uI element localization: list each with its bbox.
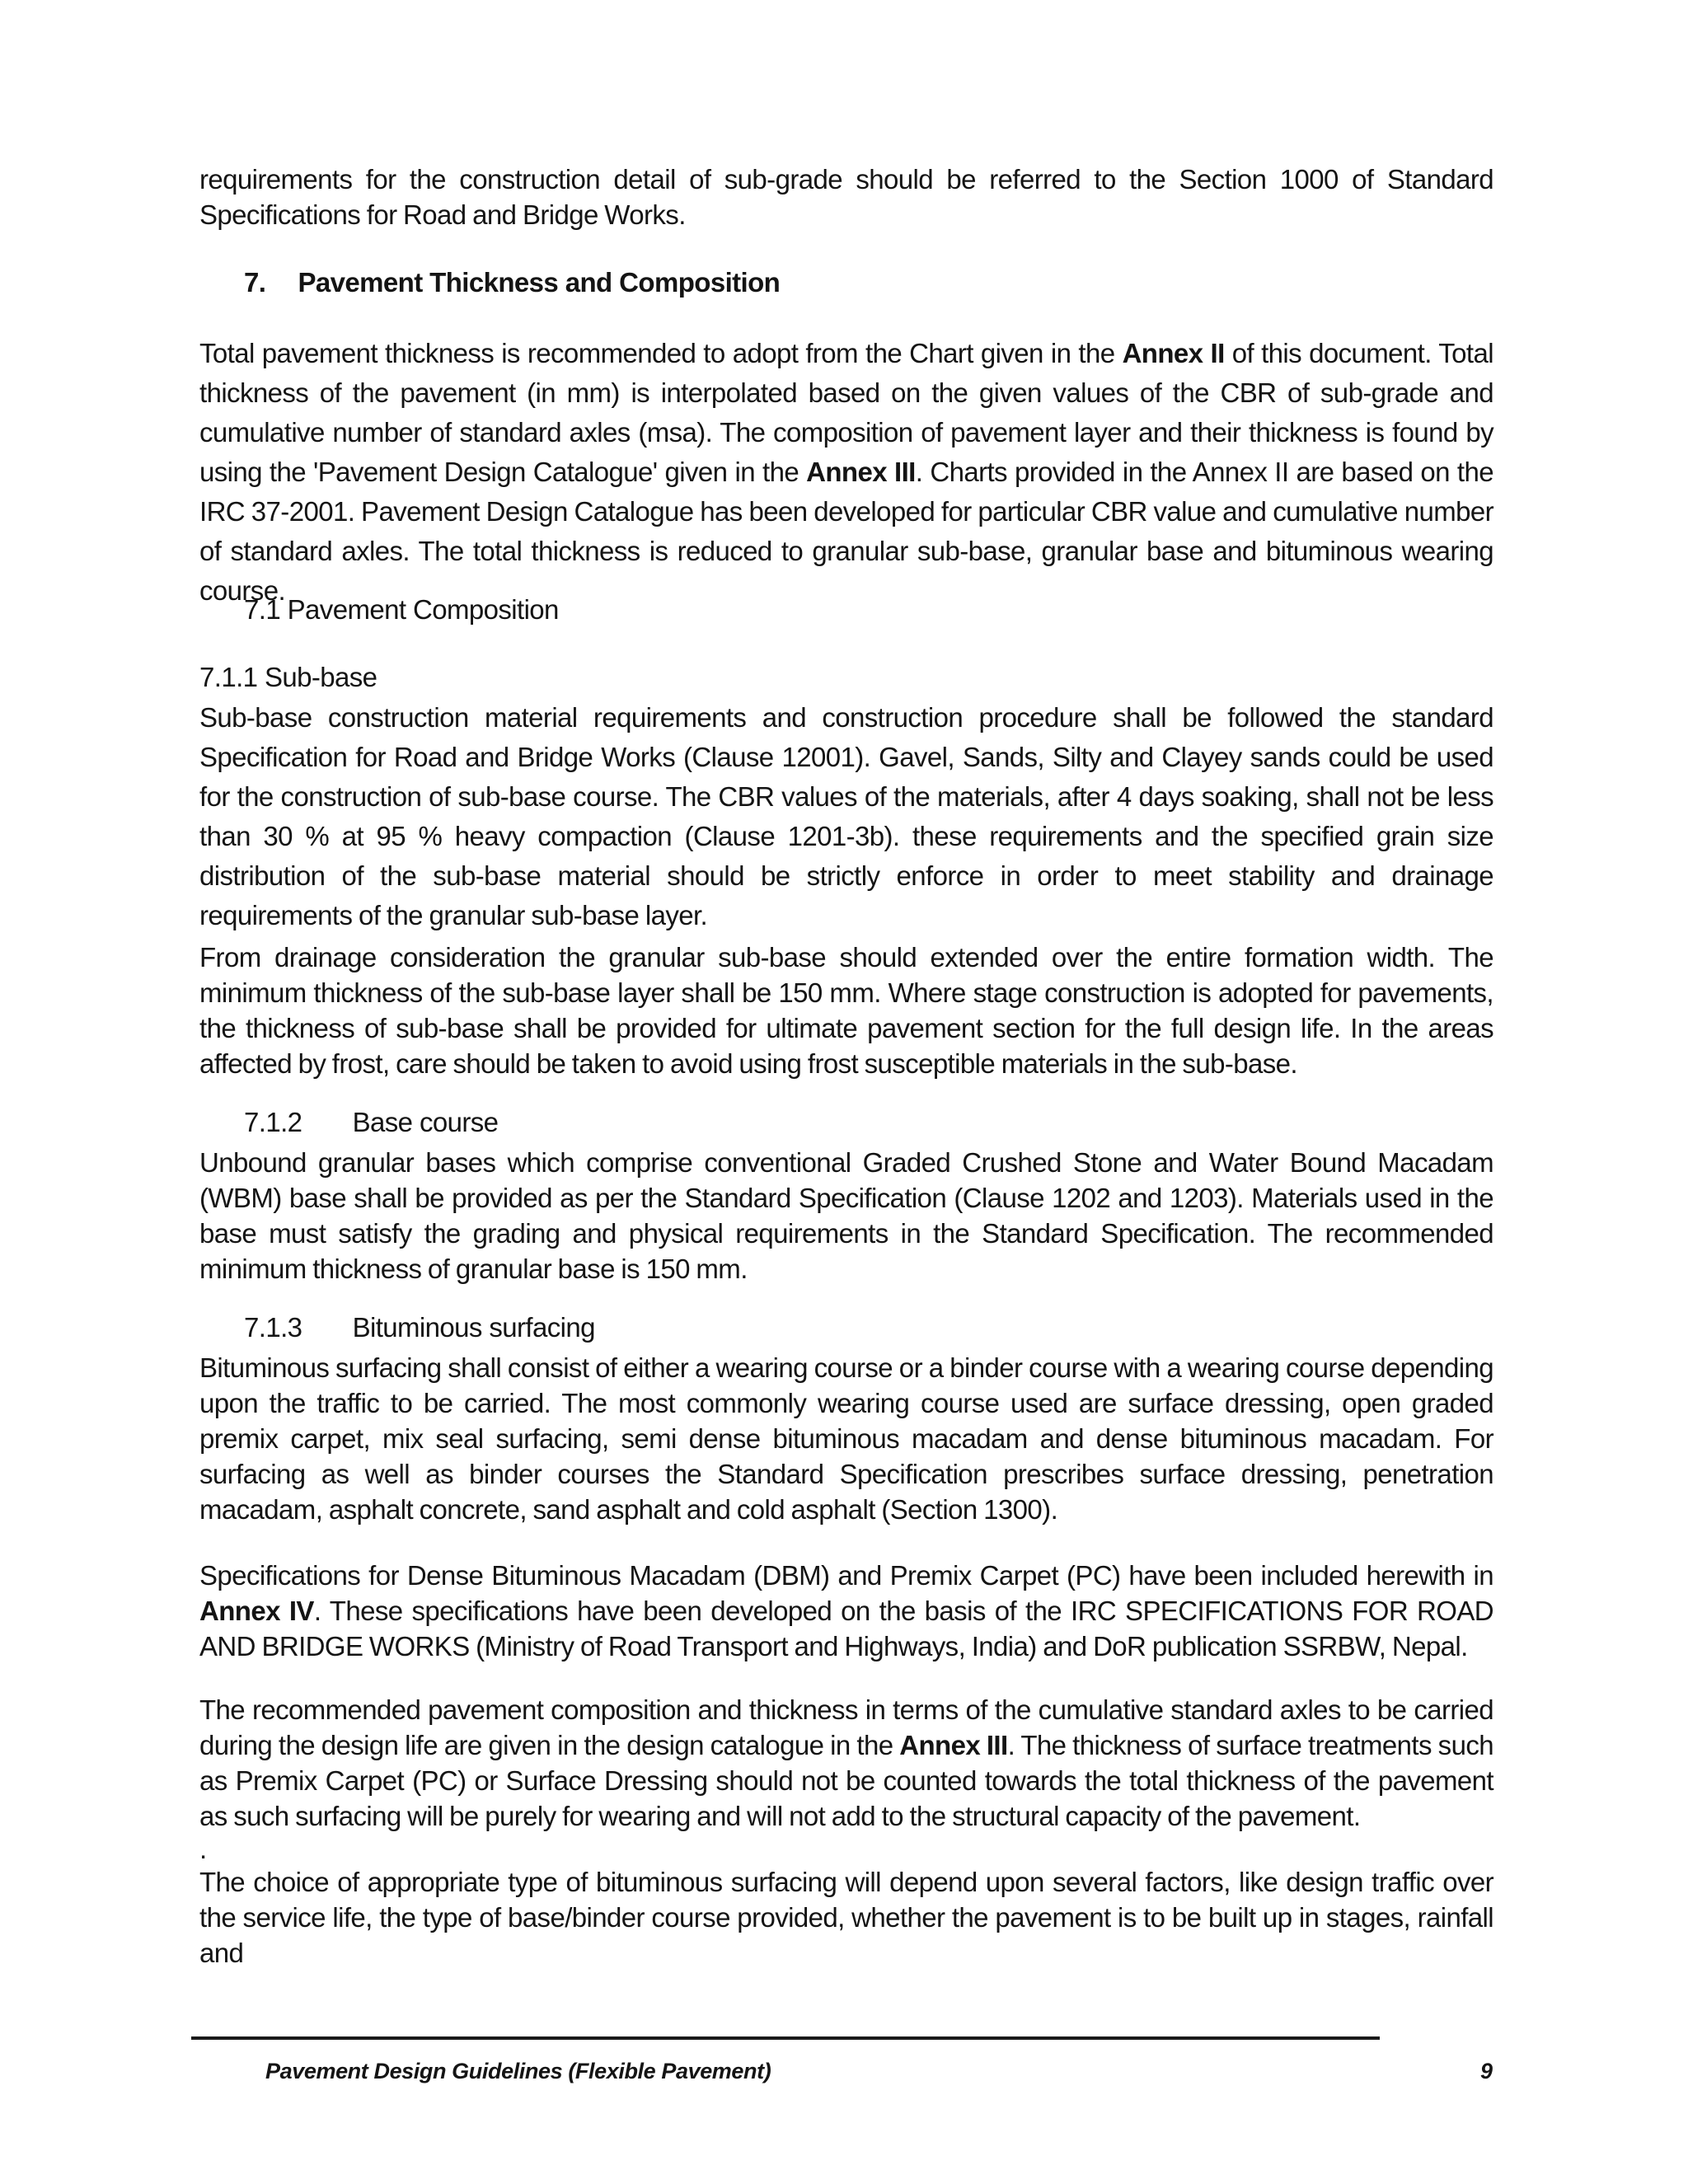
- text-run: of this document. Total thickness of the pavement (in mm) is interpolated based on the given values of the CBR of sub-grade and cumulative number of standard axles (msa). The composition of pavement layer and their thickness is found by using the 'Pavement Design Catalogue' given in the: [199, 338, 1493, 487]
- paragraph-choice-of-surfacing: The choice of appropriate type of bituminous surfacing will depend upon several factors, like design traffic over the service life, the type of base/binder course provided, whether the pavement is to be built up in stages, rainfall and: [199, 1867, 1493, 1968]
- text-run: . These specifications have been developed on the basis of the IRC SPECIFICATIONS FOR ROAD AND BRIDGE WORKS (Ministry of Road Transport and Highways, India) and DoR publication SSRBW, Nepal.: [199, 1596, 1493, 1661]
- annex-iii-reference: Annex III: [899, 1730, 1008, 1760]
- section-7-1-3-title: Bituminous surfacing: [352, 1312, 595, 1343]
- paragraph-base-course: Unbound granular bases which comprise conventional Graded Crushed Stone and Water Bound Macadam (WBM) base shall be provided as per the Standard Specification (Clause 1202 and 1203). Materials used in the base must satisfy the grading and physical requirements in the Standard Specification. The recommended minimum thickness of granular base is 150 mm.: [199, 1147, 1493, 1284]
- section-7-1-2-heading: [244, 1104, 498, 1140]
- paragraph-subgrade-requirements: requirements for the construction detail of sub-grade should be referred to the Section 1000 of Standard Specifications for Road and Bridge Works.: [199, 164, 1493, 230]
- paragraph-subbase-material: Sub-base construction material requirements and construction procedure shall be followed the standard Specification for Road and Bridge Works (Clause 12001). Gavel, Sands, Silty and Clayey sands could be used for the construction of sub-base course. The CBR values of the materials, after 4 days soaking, shall not be less than 30 % at 95 % heavy compaction (Clause 1201-3b). these requirements and the specified grain size distribution of the sub-base material should be strictly enforce in order to meet stability and drainage requirements of the granular sub-base layer.: [199, 702, 1493, 930]
- text-run: Specifications for Dense Bituminous Macadam (DBM) and Premix Carpet (PC) have been included herewith in: [199, 1560, 1493, 1591]
- annex-iii-reference: Annex III: [806, 457, 916, 487]
- section-7-1-1-heading: 7.1.1 Sub-base: [199, 662, 377, 692]
- stray-dot: .: [199, 1834, 207, 1864]
- text-run: . The thickness of surface treatments such as Premix Carpet (PC) or Surface Dressing should not be counted towards the total thickness of the pavement as such surfacing will be purely for wearing and will not add to the structural capacity of the pavement.: [199, 1730, 1493, 1831]
- footer-document-title: Pavement Design Guidelines (Flexible Pavement): [265, 2059, 771, 2083]
- text-run: The recommended pavement composition and thickness in terms of the cumulative standard axles to be carried during the design life are given in the design catalogue in the: [199, 1694, 1493, 1760]
- section-7-title: Pavement Thickness and Composition: [298, 267, 781, 298]
- section-7-1-2-title: Base course: [352, 1107, 499, 1137]
- paragraph-recommended-composition: [199, 1692, 1493, 1834]
- paragraph-total-thickness: [199, 334, 1493, 611]
- paragraph-specifications: [199, 1558, 1493, 1664]
- section-7-number: 7.: [244, 267, 266, 298]
- section-7-heading: [244, 265, 780, 300]
- section-7-1-3-heading: [244, 1310, 595, 1345]
- text-run: Total pavement thickness is recommended to adopt from the Chart given in the: [199, 338, 1123, 368]
- text-run: . Charts provided in the Annex II are based on the IRC 37-2001. Pavement Design Catalogue has been developed for particular CBR value and cumulative number of standard axles. The total thickness is reduced to granular sub-base, granular base and bituminous wearing course.: [199, 457, 1493, 606]
- section-7-1-heading: 7.1 Pavement Composition: [244, 594, 559, 625]
- paragraph-bituminous-surfacing: Bituminous surfacing shall consist of either a wearing course or a binder course with a wearing course depending upon the traffic to be carried. The most commonly wearing course used are surface dressing, open graded premix carpet, mix seal surfacing, semi dense bituminous macadam and dense bituminous macadam. For surfacing as well as binder courses the Standard Specification prescribes surface dressing, penetration macadam, asphalt concrete, sand asphalt and cold asphalt (Section 1300).: [199, 1352, 1493, 1525]
- section-7-1-3-number: 7.1.3: [244, 1312, 302, 1343]
- page-number: 9: [1480, 2059, 1493, 2083]
- annex-ii-reference: Annex II: [1122, 338, 1225, 368]
- section-7-1-2-number: 7.1.2: [244, 1107, 302, 1137]
- paragraph-subbase-drainage: From drainage consideration the granular sub-base should extended over the entire formation width. The minimum thickness of the sub-base layer shall be 150 mm. Where stage construction is adopted for pavements, the thickness of sub-base shall be provided for ultimate pavement section for the full design life. In the areas affected by frost, care should be taken to avoid using frost susceptible materials in the sub-base.: [199, 942, 1493, 1079]
- annex-iv-reference: Annex IV: [199, 1596, 314, 1626]
- footer-divider: [191, 2036, 1380, 2040]
